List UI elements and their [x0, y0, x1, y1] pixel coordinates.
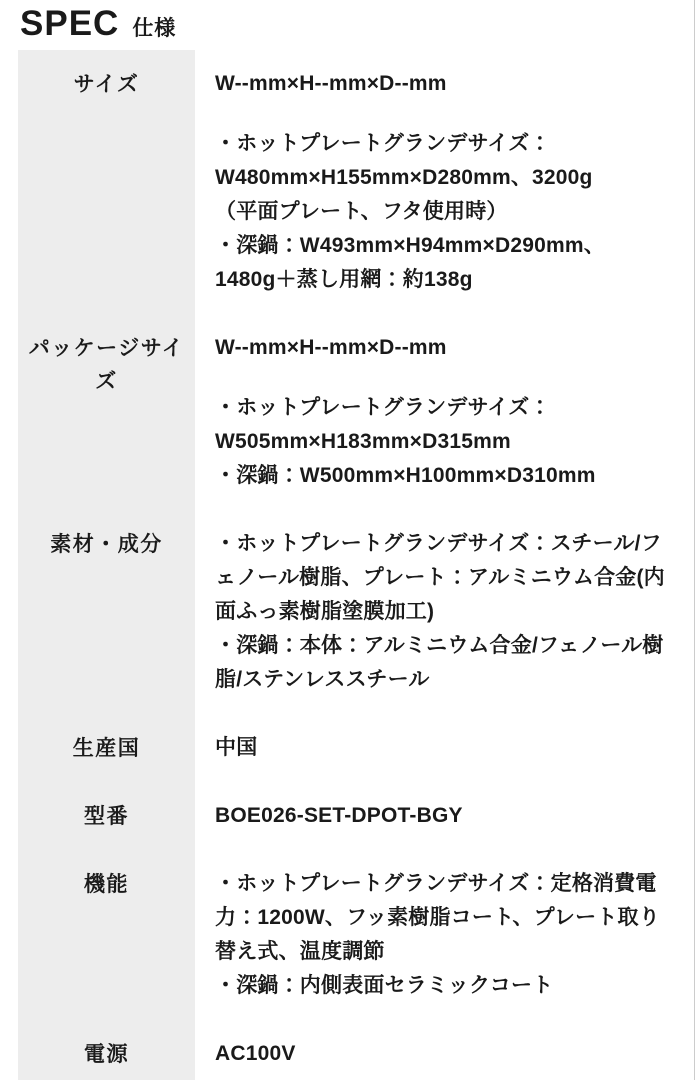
spec-row-label: 電源 — [84, 1043, 129, 1066]
spec-value-line: 面ふっ素樹脂塗膜加工) — [215, 600, 435, 623]
spec-row — [18, 782, 682, 850]
spec-table — [18, 50, 682, 1080]
spec-value-block — [215, 731, 682, 765]
spec-subtitle-jp: 仕様 — [132, 17, 177, 40]
spec-value-line: ・深鍋：本体：アルミニウム合金/フェノール樹 — [215, 634, 664, 657]
spec-value-line: 脂/ステンレススチール — [215, 668, 430, 691]
spec-value-block — [215, 391, 682, 493]
spec-value-block — [215, 127, 682, 297]
spec-value-line: （平面プレート、フタ使用時） — [215, 200, 508, 223]
spec-value-line: ・深鍋：W500mm×H100mm×D310mm — [215, 464, 596, 487]
spec-value-line: 力：1200W、フッ素樹脂コート、プレート取り — [215, 906, 660, 929]
spec-row-label: パッケージサイズ — [28, 337, 185, 393]
spec-row-value — [215, 731, 682, 765]
spec-value-line: ・深鍋：W493mm×H94mm×D290mm、 — [215, 234, 605, 257]
spec-row-value — [215, 331, 682, 493]
spec-value-block — [215, 527, 682, 697]
spec-value-block — [215, 67, 682, 101]
spec-table-rows — [18, 50, 682, 1088]
spec-value-line: W480mm×H155mm×D280mm、3200g — [215, 166, 593, 189]
spec-value-block — [215, 331, 682, 365]
spec-value-line: ェノール樹脂、プレート：アルミニウム合金(内 — [215, 566, 665, 589]
spec-row-value — [215, 67, 682, 297]
spec-value-line: BOE026-SET-DPOT-BGY — [215, 804, 463, 827]
spec-value-line: ・ホットプレートグランデサイズ：スチール/フ — [215, 532, 662, 555]
spec-row-label: サイズ — [73, 73, 140, 96]
spec-row-label: 型番 — [84, 805, 129, 828]
spec-row-label: 素材・成分 — [50, 533, 163, 556]
spec-title: SPEC — [20, 4, 120, 43]
spec-row-value — [215, 1037, 682, 1071]
spec-row-label: 機能 — [84, 873, 129, 896]
spec-row-value — [215, 867, 682, 1003]
spec-value-line: AC100V — [215, 1042, 296, 1065]
spec-value-line: 1480g＋蒸し用網：約138g — [215, 268, 473, 291]
spec-row — [18, 314, 682, 510]
spec-value-line: 中国 — [215, 736, 258, 759]
spec-row-value — [215, 527, 682, 697]
spec-value-line: W505mm×H183mm×D315mm — [215, 430, 511, 453]
spec-value-block — [215, 867, 682, 1003]
spec-value-line: W--mm×H--mm×D--mm — [215, 336, 447, 359]
spec-row — [18, 50, 682, 314]
spec-value-block — [215, 1037, 682, 1071]
spec-value-line: ・ホットプレートグランデサイズ： — [215, 396, 551, 419]
spec-row — [18, 1020, 682, 1088]
spec-value-line: ・ホットプレートグランデサイズ： — [215, 132, 551, 155]
spec-value-line: ・深鍋：内側表面セラミックコート — [215, 974, 554, 997]
spec-value-line: ・ホットプレートグランデサイズ：定格消費電 — [215, 872, 657, 895]
spec-row — [18, 850, 682, 1020]
spec-row — [18, 510, 682, 714]
page-right-border — [694, 0, 695, 1080]
spec-value-line: 替え式、温度調節 — [215, 940, 385, 963]
spec-value-block — [215, 799, 682, 833]
spec-value-line: W--mm×H--mm×D--mm — [215, 72, 447, 95]
spec-heading — [20, 0, 176, 50]
spec-row-label: 生産国 — [72, 737, 141, 760]
spec-row-value — [215, 799, 682, 833]
spec-row — [18, 714, 682, 782]
